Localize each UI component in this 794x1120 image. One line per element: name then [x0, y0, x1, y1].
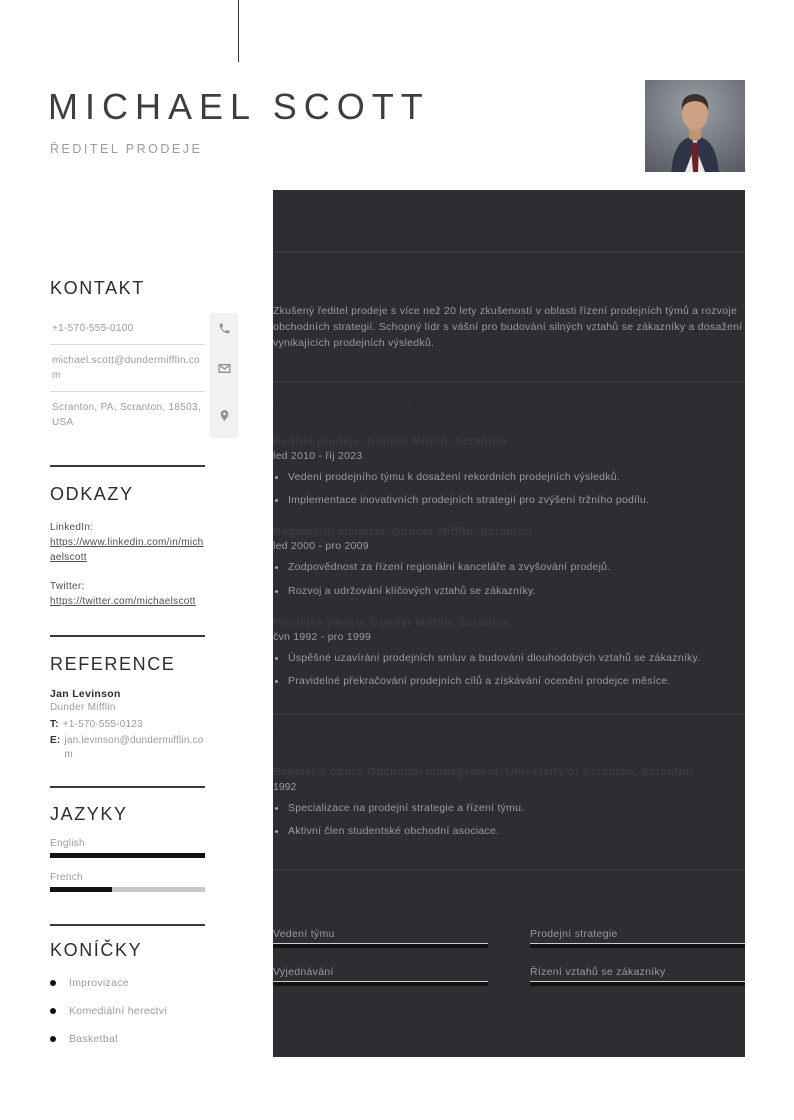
linkedin-link[interactable]: https://www.linkedin.com/in/michaelscott [50, 536, 204, 563]
bullet-dot-icon [275, 657, 278, 660]
education-bullet [273, 824, 745, 839]
reference-section [50, 635, 240, 763]
section-rule [50, 924, 205, 926]
contact-phone-value: +1-570-555-0100 [50, 313, 205, 346]
language-level-track [50, 853, 205, 858]
mail-icon [210, 345, 238, 392]
language-level-bar [50, 853, 205, 858]
job-bullet [273, 560, 745, 575]
bullet-dot-icon [275, 476, 278, 479]
contact-heading: KONTAKT [50, 278, 145, 298]
section-rule [273, 381, 745, 383]
skill-item [530, 928, 745, 948]
hobby-label: Improvizace [69, 977, 129, 990]
skill-label: Vedení týmu [273, 928, 488, 944]
reference-name: Jan Levinson [50, 688, 121, 701]
contact-address-value: Scranton, PA, Scranton, 18503, USA [52, 402, 201, 428]
bullet-dot-icon [275, 499, 278, 502]
links-heading: ODKAZY [50, 484, 134, 505]
sidebar [50, 278, 240, 1045]
reference-email-label: E: [50, 735, 61, 747]
job-entry [273, 617, 745, 689]
bullet-dot-icon [50, 1008, 56, 1014]
job-bullet [273, 493, 745, 508]
contact-section [50, 278, 240, 438]
skill-level-bar [273, 944, 488, 948]
hobbies-heading: KONÍČKY [50, 939, 143, 960]
language-level-track [50, 887, 205, 892]
language-level-bar [50, 887, 112, 892]
bullet-dot-icon [275, 680, 278, 683]
link-item-linkedin [50, 520, 205, 565]
location-pin-icon [210, 392, 238, 438]
bullet-dot-icon [275, 807, 278, 810]
contact-list [50, 313, 238, 439]
contact-email-value: michael.scott@dundermifflin.com [50, 345, 205, 392]
main-column [273, 251, 745, 986]
hobby-label: Komediální herectví [69, 1005, 168, 1018]
reference-heading: REFERENCE [50, 653, 176, 674]
job-bullet-text: Implementace inovativních prodejních strategií pro zvýšení tržního podílu. [288, 494, 650, 507]
job-bullet [273, 470, 745, 485]
hobby-item [50, 1005, 240, 1017]
languages-section [50, 786, 240, 892]
contact-row-phone [50, 313, 238, 346]
education-degree: Bakalář v oboru Obchodní management, University of Scranton, Scranton [273, 765, 694, 778]
job-title: Prodejce papíru, Dunder Mifflin, Scranton [273, 616, 511, 629]
hobby-label: Basketbal [69, 1033, 118, 1046]
contact-row-email [50, 345, 238, 392]
education-section [273, 713, 745, 839]
section-rule [273, 869, 745, 871]
job-bullet-text: Pravidelné překračování prodejních cílů a získávání ocenění prodejce měsíce. [288, 675, 671, 688]
about-text: Zkušený ředitel prodeje s více než 20 lety zkušeností v oblasti řízení prodejních týmů a rozvoje obchodních strategií. Schopný lídr s vášní pro budování silných vztahů se zákazníky a dosažení vynikajících prodejních výsledků. [273, 304, 743, 350]
section-rule [273, 713, 745, 715]
skill-item [273, 966, 488, 986]
phone-icon [210, 313, 238, 346]
profile-photo [645, 80, 745, 172]
job-entry [273, 436, 745, 508]
reference-phone-label: T: [50, 719, 59, 731]
experience-heading: PRACOVNÍ ZKUŠENOSTI [273, 398, 518, 419]
bullet-dot-icon [50, 1036, 56, 1042]
language-name: English [50, 837, 85, 849]
education-year: 1992 [273, 780, 297, 793]
reference-company: Dunder Mifflin [50, 702, 116, 714]
section-rule [50, 635, 205, 637]
job-dates: čvn 1992 - pro 1999 [273, 630, 372, 643]
reference-phone-row [50, 718, 205, 732]
education-bullet [273, 801, 745, 816]
experience-section [273, 381, 745, 689]
skill-item [530, 966, 745, 986]
reference-email-value: jan.levinson@dundermifflin.com [64, 735, 204, 761]
bullet-dot-icon [50, 980, 56, 986]
reference-email-row [50, 734, 205, 762]
bullet-dot-icon [275, 590, 278, 593]
section-rule [50, 786, 205, 788]
job-bullet-text: Zodpovědnost za řízení regionální kanceláře a zvyšování prodejů. [288, 561, 611, 574]
link-item-twitter [50, 579, 205, 609]
skill-label: Řízení vztahů se zákazníky [530, 966, 745, 982]
skill-label: Vyjednávání [273, 966, 488, 982]
skills-section [273, 869, 745, 986]
hobby-item [50, 977, 240, 989]
twitter-label: Twitter: [50, 580, 85, 592]
job-bullet-text: Vedení prodejního týmu k dosažení rekordních prodejních výsledků. [288, 470, 621, 483]
education-bullet-text: Specializace na prodejní strategie a řízení týmu. [288, 801, 525, 814]
bullet-dot-icon [275, 566, 278, 569]
job-title: Regionální manažer, Dunder Mifflin, Scranton [273, 526, 533, 539]
skills-heading: DOVEDNOSTI [273, 886, 409, 907]
top-divider-line [238, 0, 239, 62]
person-name: MICHAEL SCOTT [48, 86, 430, 127]
language-item-french [50, 872, 205, 892]
reference-phone-value: +1-570-555-0123 [62, 719, 143, 731]
hobbies-section [50, 924, 240, 1046]
about-heading: O MNĚ [273, 268, 341, 288]
skill-level-bar [530, 944, 745, 948]
skills-grid [273, 928, 745, 986]
skill-item [273, 928, 488, 948]
job-bullet-text: Rozvoj a udržování klíčových vztahů se zákazníky. [288, 584, 536, 597]
hobby-item [50, 1033, 240, 1045]
education-bullet-text: Aktivní člen studentské obchodní asociace. [288, 825, 500, 838]
language-name: French [50, 871, 83, 883]
job-dates: led 2000 - pro 2009 [273, 540, 369, 553]
linkedin-label: LinkedIn: [50, 521, 94, 533]
job-dates: led 2010 - říj 2023 [273, 449, 363, 462]
skill-label: Prodejní strategie [530, 928, 745, 944]
section-rule [273, 251, 745, 253]
contact-row-address [50, 392, 238, 438]
section-rule [50, 465, 205, 467]
skill-level-bar [273, 982, 488, 986]
person-job-title: ŘEDITEL PRODEJE [50, 142, 203, 156]
job-bullet-text: Úspěšné uzavírání prodejních smluv a budování dlouhodobých vztahů se zákazníky. [288, 651, 701, 664]
job-bullet [273, 584, 745, 599]
language-item-english [50, 838, 205, 858]
languages-heading: JAZYKY [50, 804, 128, 825]
bullet-dot-icon [275, 830, 278, 833]
twitter-link[interactable]: https://twitter.com/michaelscott [50, 595, 196, 607]
job-entry [273, 526, 745, 598]
about-section [273, 251, 745, 351]
skill-level-bar [530, 982, 745, 986]
job-title: Ředitel prodeje, Dunder Mifflin, Scranton [273, 435, 507, 448]
job-bullet [273, 674, 745, 689]
links-section [50, 465, 240, 609]
education-heading: VZDĚLÁNÍ [273, 730, 374, 751]
job-bullet [273, 651, 745, 666]
